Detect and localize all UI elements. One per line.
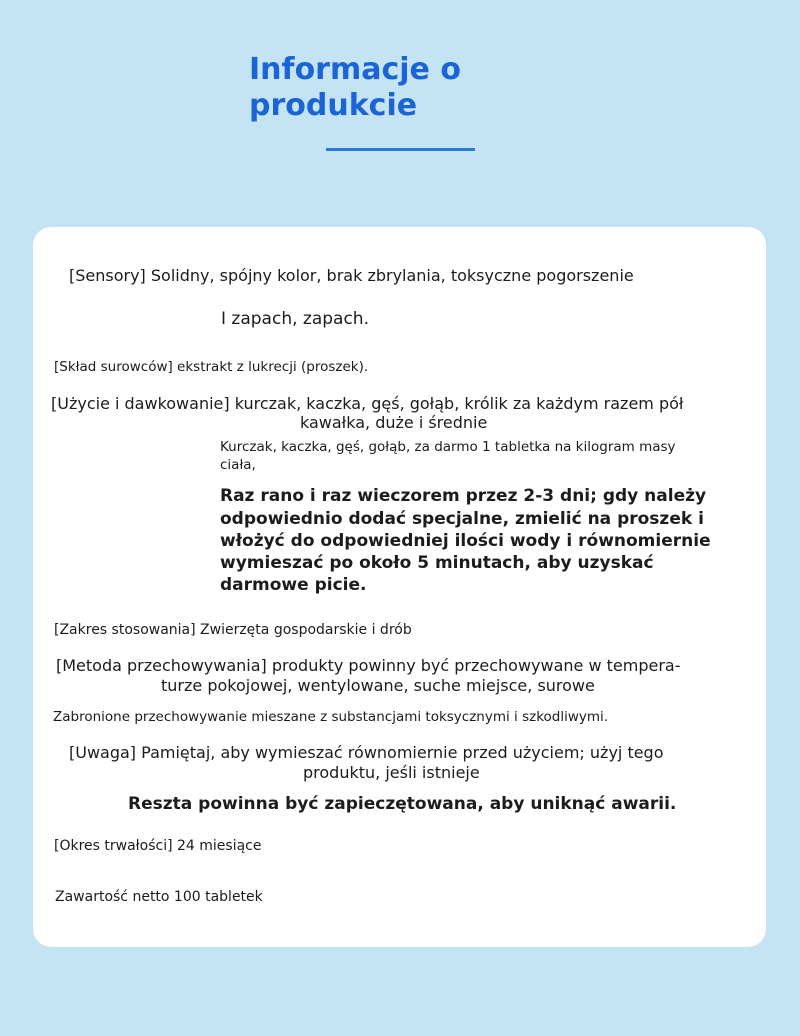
page-title-line-1: Informacje o xyxy=(249,52,461,87)
sensory-text: [Sensory] Solidny, spójny kolor, brak zbrylania, toksyczne pogorszenie xyxy=(69,266,634,285)
note-text-line-3: Reszta powinna być zapieczętowana, aby uniknąć awarii. xyxy=(128,794,677,814)
storage-text-line-2: turze pokojowej, wentylowane, suche miejsce, surowe xyxy=(161,676,595,695)
net-content-text: Zawartość netto 100 tabletek xyxy=(55,889,263,905)
storage-text: [Metoda przechowywania] produkty powinny być przechowywane w tempera- xyxy=(56,656,681,675)
shelf-life-text: [Okres trwałości] 24 miesiące xyxy=(54,838,262,854)
usage-text-line-7: włożyć do odpowiedniej ilości wody i równomiernie xyxy=(220,531,711,551)
storage-prohibition-text: Zabronione przechowywanie mieszane z substancjami toksycznymi i szkodliwymi. xyxy=(53,709,609,725)
usage-text-line-2: kawałka, duże i średnie xyxy=(300,413,488,432)
usage-text-line-5: Raz rano i raz wieczorem przez 2-3 dni; gdy należy xyxy=(220,486,707,506)
sensory-text-continued: I zapach, zapach. xyxy=(221,309,369,329)
usage-text-line-9: darmowe picie. xyxy=(220,575,367,595)
usage-text-line-6: odpowiednio dodać specjalne, zmielić na proszek i xyxy=(220,509,704,529)
composition-text: [Skład surowców] ekstrakt z lukrecji (proszek). xyxy=(54,359,369,375)
usage-text-line-3: Kurczak, kaczka, gęś, gołąb, za darmo 1 tabletka na kilogram masy xyxy=(220,439,676,455)
page-title xyxy=(249,52,461,124)
usage-text-line-8: wymieszać po około 5 minutach, aby uzyskać xyxy=(220,553,654,573)
note-text-line-2: produktu, jeśli istnieje xyxy=(303,763,480,782)
usage-text: [Użycie i dawkowanie] kurczak, kaczka, gęś, gołąb, królik za każdym razem pół xyxy=(51,394,684,413)
title-underline xyxy=(326,148,475,151)
page-title-line-2: produkcie xyxy=(249,88,418,123)
usage-text-line-4: ciała, xyxy=(220,457,256,473)
note-text: [Uwaga] Pamiętaj, aby wymieszać równomiernie przed użyciem; użyj tego xyxy=(69,743,664,762)
scope-text: [Zakres stosowania] Zwierzęta gospodarskie i drób xyxy=(54,622,412,638)
